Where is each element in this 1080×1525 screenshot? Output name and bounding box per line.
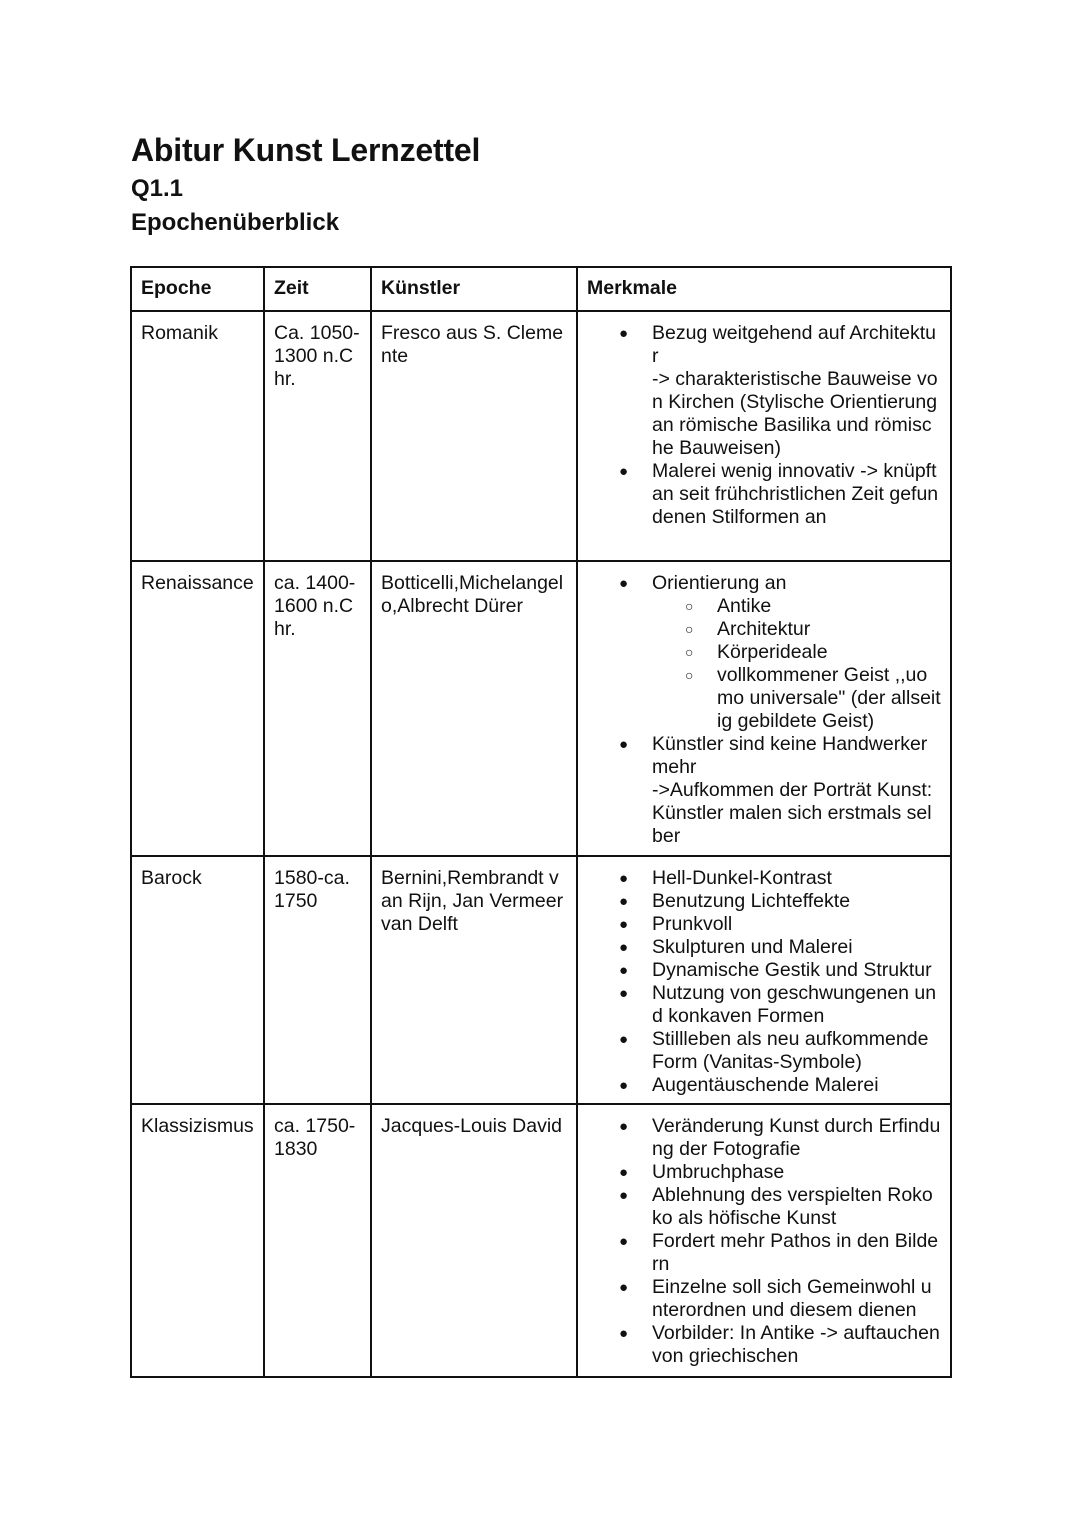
list-item-continuation: ->Aufkommen der Porträt Kunst: Künstler malen sich erstmals selber: [652, 779, 933, 847]
list-item: ● Nutzung von geschwungenen und konkaven Formen: [652, 982, 942, 1028]
cell-epoche: Romanik: [131, 311, 264, 561]
list-item: [652, 572, 942, 733]
list-item: ● Stillleben als neu aufkommende Form (Vanitas-Symbole): [652, 1028, 942, 1074]
feature-list: [587, 867, 942, 1097]
list-item: ● Dynamische Gestik und Struktur: [652, 959, 942, 982]
cell-zeit: 1580-ca. 1750: [264, 856, 371, 1104]
cell-merkmale: [577, 311, 951, 561]
list-item: ● Einzelne soll sich Gemeinwohl unterordnen und diesem dienen: [652, 1276, 942, 1322]
section-heading: Q1.1: [131, 175, 184, 202]
table-row: [131, 856, 951, 1104]
sub-list-item: ○ vollkommener Geist ,,uomo universale" (der allseitig gebildete Geist): [717, 664, 942, 733]
list-item: ● Skulpturen und Malerei: [652, 936, 942, 959]
list-item: [652, 733, 942, 848]
list-item-text: Orientierung an: [652, 572, 787, 594]
sub-list-item: ○ Antike: [717, 595, 942, 618]
header-kuenstler: Künstler: [371, 267, 577, 311]
cell-merkmale: [577, 561, 951, 856]
document-title: Abitur Kunst Lernzettel: [131, 132, 481, 168]
list-item: ● Ablehnung des verspielten Rokoko als höfische Kunst: [652, 1184, 942, 1230]
list-item-continuation: -> charakteristische Bauweise von Kirchen (Stylische Orientierung an römische Basilika und römische Bauweisen): [652, 368, 938, 459]
feature-list: [587, 322, 942, 529]
list-item: ● Malerei wenig innovativ -> knüpft an seit frühchristlichen Zeit gefundenen Stilformen an: [652, 460, 942, 529]
cell-kuenstler: Fresco aus S. Clemente: [371, 311, 577, 561]
cell-epoche: Renaissance: [131, 561, 264, 856]
cell-kuenstler: Bernini,Rembrandt van Rijn, Jan Vermeer van Delft: [371, 856, 577, 1104]
table-row: [131, 311, 951, 561]
list-item: ● Fordert mehr Pathos in den Bildern: [652, 1230, 942, 1276]
table-header-row: [131, 267, 951, 311]
header-zeit: Zeit: [264, 267, 371, 311]
feature-list: [587, 1115, 942, 1368]
header-merkmale: Merkmale: [577, 267, 951, 311]
header-epoche: Epoche: [131, 267, 264, 311]
sub-list-item: ○ Architektur: [717, 618, 942, 641]
list-item: [652, 322, 942, 460]
epoch-overview-table: [130, 266, 952, 1378]
cell-kuenstler: Botticelli,Michelangelo,Albrecht Dürer: [371, 561, 577, 856]
table-row: [131, 561, 951, 856]
list-item-text: Künstler sind keine Handwerker mehr: [652, 733, 928, 778]
cell-epoche: Klassizismus: [131, 1104, 264, 1377]
list-item: ● Umbruchphase: [652, 1161, 942, 1184]
cell-epoche: Barock: [131, 856, 264, 1104]
cell-merkmale: [577, 1104, 951, 1377]
list-item: ● Prunkvoll: [652, 913, 942, 936]
page-header: [131, 128, 480, 240]
list-item-text: Bezug weitgehend auf Architektur: [652, 322, 937, 367]
list-item: ● Hell-Dunkel-Kontrast: [652, 867, 942, 890]
sub-list: [652, 595, 942, 733]
cell-zeit: ca. 1750-1830: [264, 1104, 371, 1377]
cell-zeit: ca. 1400-1600 n.Chr.: [264, 561, 371, 856]
cell-merkmale: [577, 856, 951, 1104]
subsection-heading: Epochenüberblick: [131, 209, 340, 236]
feature-list: [587, 572, 942, 848]
list-item: ● Vorbilder: In Antike -> auftauchen von griechischen: [652, 1322, 942, 1368]
list-item: ● Augentäuschende Malerei: [652, 1074, 942, 1097]
list-item: ● Veränderung Kunst durch Erfindung der Fotografie: [652, 1115, 942, 1161]
cell-kuenstler: Jacques-Louis David: [371, 1104, 577, 1377]
cell-zeit: Ca. 1050-1300 n.Chr.: [264, 311, 371, 561]
sub-list-item: ○ Körperideale: [717, 641, 942, 664]
list-item: ● Benutzung Lichteffekte: [652, 890, 942, 913]
table-row: [131, 1104, 951, 1377]
